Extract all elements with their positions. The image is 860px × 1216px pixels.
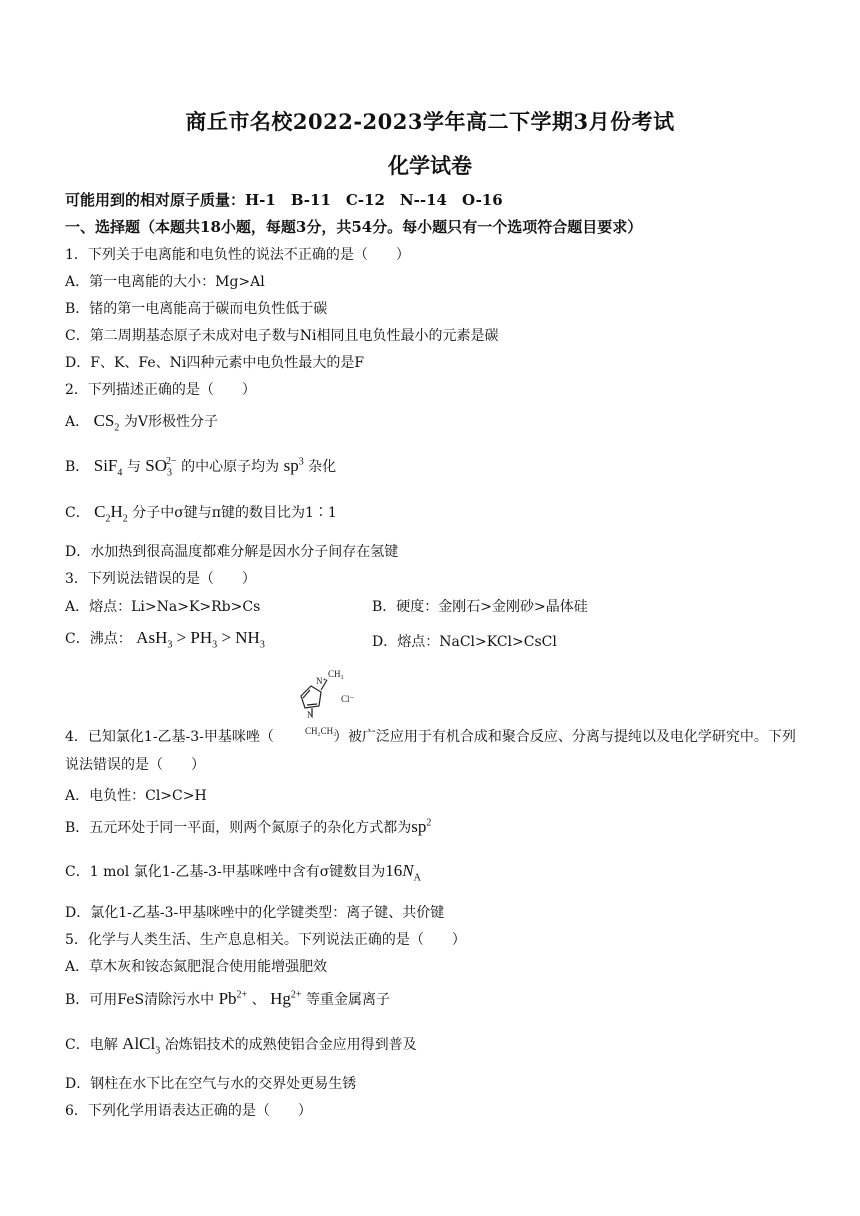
exam-subtitle: 化学试卷 (388, 153, 472, 178)
q4-stem-before: 4．已知氯化1-乙基-3-甲基咪唑（ (65, 729, 274, 745)
formula-cs2: $CS_2$ (93, 411, 120, 434)
struct-n: N (307, 710, 314, 720)
q2-b-prefix: B． (65, 459, 90, 475)
q4-b-text: B．五元环处于同一平面，则两个氮原子的杂化方式都为 (65, 820, 412, 836)
q3-option-b: B．硬度：金刚石>金刚砂>晶体硅 (372, 599, 588, 615)
formula-sif4: SiF$_4$ (93, 456, 123, 479)
q5-c-text2: 冶炼铝技术的成熟使铝合金应用得到普及 (164, 1037, 417, 1053)
q2-c-prefix: C． (65, 505, 90, 521)
q5-option-c (65, 1034, 417, 1056)
formula-c2h2: $C_2H_2$ (94, 502, 128, 525)
q2-stem: 2．下列描述正确的是（ ） (65, 382, 256, 398)
q5-stem: 5．化学与人类生活、生产息息相关。下列说法正确的是（ ） (65, 932, 466, 948)
q4-c-text: C．1 mol 氯化1-乙基-3-甲基咪唑中含有σ键数目为 (65, 864, 386, 880)
struct-chloride: Cl⁻ (341, 694, 355, 704)
section-heading: 一、选择题（本题共18小题，每题3分，共54分。每小题只有一个选项符合题目要求） (65, 218, 643, 236)
formula-alcl3: AlCl$_3$ (122, 1034, 161, 1057)
q1-option-d: D．F、K、Fe、Ni四种元素中电负性最大的是F (65, 355, 365, 371)
q2-b-text2: 杂化 (308, 459, 337, 475)
q5-option-b (65, 989, 390, 1009)
formula-pb2plus: $Pb^{2+}$ (218, 989, 248, 1008)
q2-b-text1: 的中心原子均为 (181, 459, 280, 475)
q5-b-text1: B．可用FeS清除污水中 (65, 992, 215, 1008)
q1-option-c: C．第二周期基态原子未成对电子数与Ni相同且电负性最小的元素是碳 (65, 328, 499, 344)
q3-option-d: D．熔点：NaCl>KCl>CsCl (372, 634, 557, 650)
q2-option-a (65, 411, 218, 433)
q3-option-c (65, 628, 265, 650)
exam-title: 商丘市名校2022-2023学年高二下学期3月份考试 (185, 109, 675, 134)
q2-a-text: 为V形极性分子 (123, 414, 218, 430)
struct-n-plus: N⁺ (316, 676, 328, 686)
q4-option-d: D．氯化1-乙基-3-甲基咪唑中的化学键类型：离子键、共价键 (65, 905, 445, 921)
q2-option-c (65, 502, 337, 524)
q6-stem: 6．下列化学用语表达正确的是（ ） (65, 1103, 312, 1119)
struct-ethyl: CH₂CH₃ (305, 726, 337, 736)
formula-sp2: $sp^2$ (411, 817, 432, 836)
formula-so3-2minus: $SO_3^{2-}$ (145, 456, 177, 479)
q1-option-a: A．第一电离能的大小：Mg>Al (65, 274, 265, 290)
q4-option-a: A．电负性：Cl>C>H (65, 788, 207, 804)
q4-stem-after: ）被广泛应用于有机合成和聚合反应、分离与提纯以及电化学研究中。下列说法错误的是（ ） (65, 729, 796, 773)
q1-option-b: B．锗的第一电离能高于碳而电负性低于碳 (65, 301, 328, 317)
q5-b-sep: 、 (251, 992, 266, 1008)
q5-option-d: D．钢柱在水下比在空气与水的交界处更易生锈 (65, 1076, 357, 1092)
formula-hg2plus: $Hg^{2+}$ (270, 989, 302, 1008)
struct-ch3: CH₃ (328, 669, 344, 679)
q4-option-c (65, 861, 421, 883)
q3-option-a: A．熔点：Li>Na>K>Rb>Cs (65, 599, 261, 615)
q5-c-text1: C．电解 (65, 1037, 118, 1053)
atomic-masses: 可能用到的相对原子质量：H-1 B-11 C-12 N--14 O-16 (65, 191, 503, 209)
q2-b-mid: 与 (126, 459, 141, 475)
q1-stem: 1．下列关于电离能和电负性的说法不正确的是（ ） (65, 247, 410, 263)
q2-c-text: 分子中σ键与π键的数目比为1∶1 (132, 505, 337, 521)
q4-option-b (65, 817, 431, 837)
q5-option-a: A．草木灰和铵态氮肥混合使用能增强肥效 (65, 959, 328, 975)
q2-a-prefix: A． (65, 414, 90, 430)
q5-b-text2: 等重金属离子 (305, 992, 390, 1008)
formula-sp3: $sp^3$ (283, 456, 304, 475)
q4-stem (65, 723, 800, 779)
q2-option-b (65, 456, 336, 478)
formula-16na: $16N_A$ (385, 861, 421, 884)
q3-stem: 3．下列说法错误的是（ ） (65, 571, 256, 587)
q2-option-d: D．水加热到很高温度都难分解是因水分子间存在氢键 (65, 544, 399, 560)
formula-boiling-order: $AsH_3 > PH_3 > NH_3$ (136, 628, 265, 651)
q3-c-prefix: C．沸点： (65, 631, 132, 647)
